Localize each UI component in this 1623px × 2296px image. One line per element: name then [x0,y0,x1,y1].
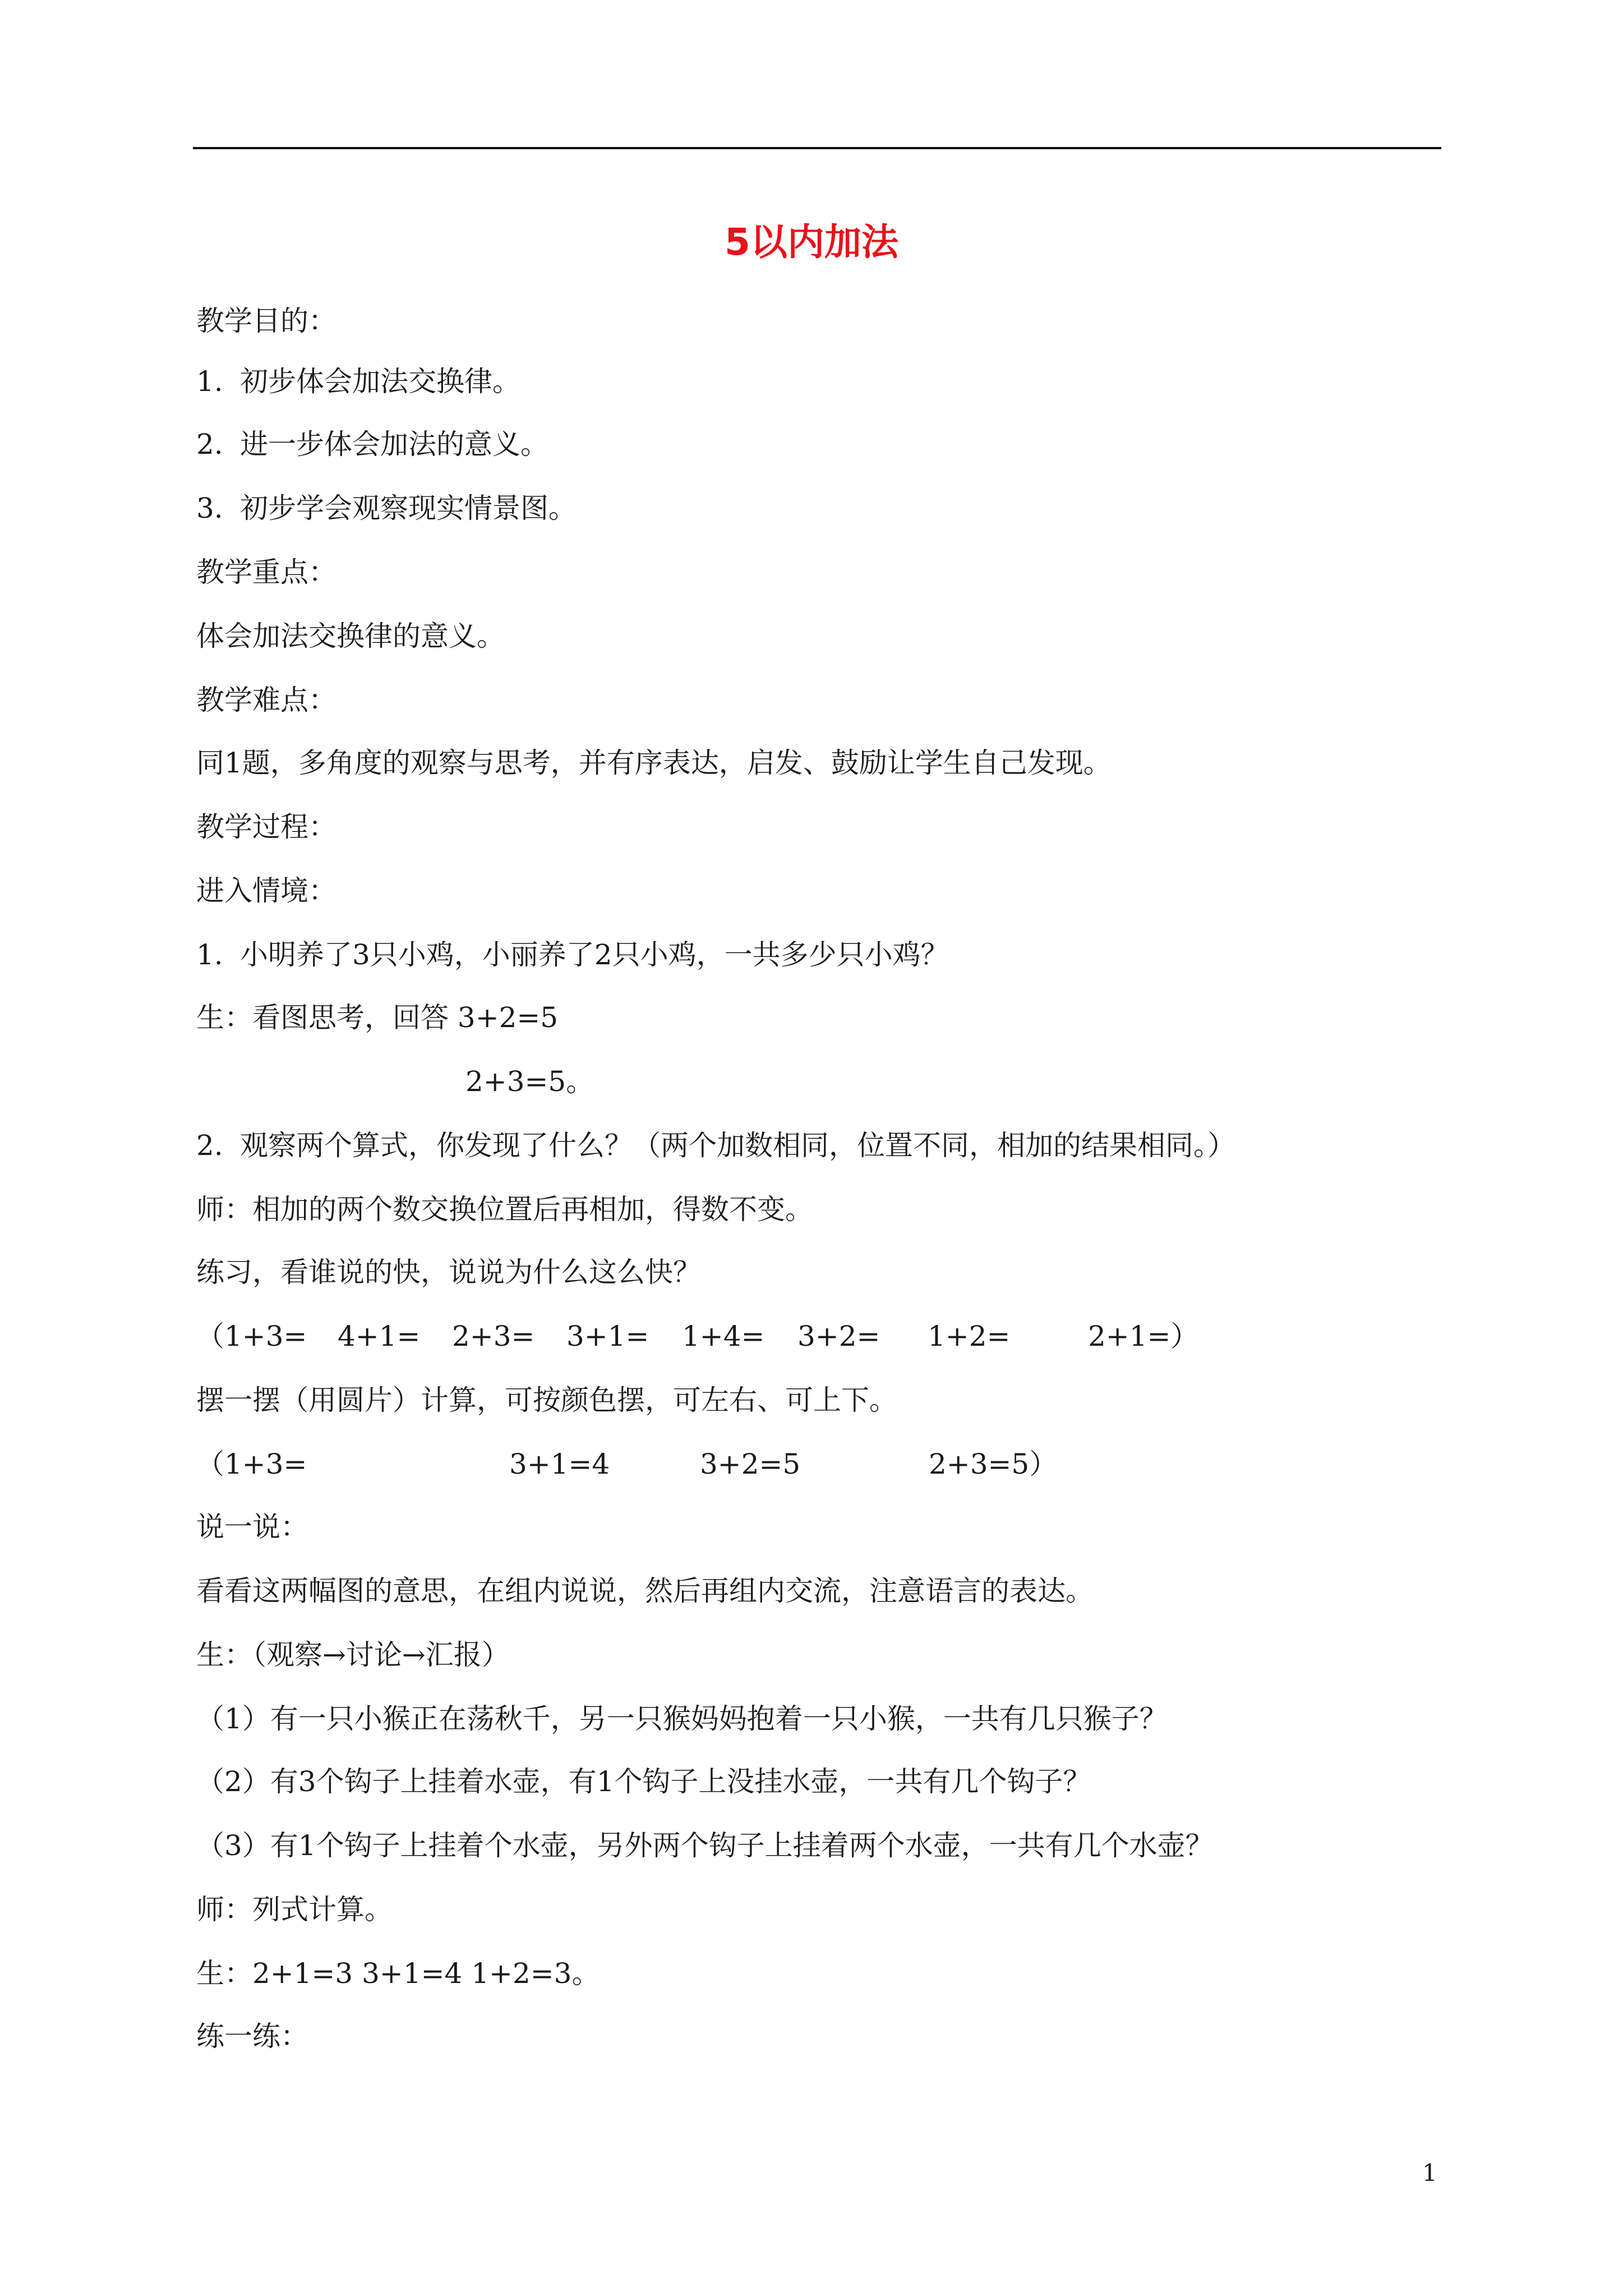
scene-2: （2）有3个钩子上挂着水壶，有1个钩子上没挂水壶，一共有几个钩子？ [196,1765,1091,1798]
objective-3 [196,487,577,530]
objective-1-text: 初步体会加法交换律。 [240,365,520,398]
practice-expression: （1+3= [196,1320,307,1352]
difficulty: 同1题，多角度的观察与思考，并有序表达，启发、鼓励让学生自己发现。 [196,747,1112,779]
objective-2-number: 2. [196,428,223,461]
objective-1 [196,360,520,403]
practice-row [196,1315,1206,1358]
objectives-heading: 教学目的： [196,305,336,337]
question-1-number: 1. [196,938,223,971]
scene-1: （1）有一只小猴正在荡秋千，另一只猴妈妈抱着一只小猴，一共有几只猴子？ [196,1703,1168,1735]
key-point: 体会加法交换律的意义。 [196,620,505,652]
arrange-expression: 2+3=5） [929,1448,1058,1480]
say-instruction: 看看这两幅图的意思，在组内说说，然后再组内交流，注意语言的表达。 [196,1575,1094,1607]
process-heading: 教学过程： [196,811,336,843]
practice-expression: 2+3= [452,1320,535,1352]
exercise-heading: 练一练： [196,2020,308,2053]
page-number: 1 [1422,2159,1437,2187]
say-heading: 说一说： [196,1511,308,1543]
practice-expression: 3+2= [797,1320,880,1352]
practice-expression: 1+2= [928,1320,1011,1352]
objective-3-number: 3. [196,492,223,524]
student-answer: 生：看图思考，回答 3+2=5 [196,1001,559,1034]
practice-expression: 4+1= [338,1320,421,1352]
arrange-expression: 3+1=4 [509,1448,610,1480]
objective-2-text: 进一步体会加法的意义。 [240,428,548,461]
difficulty-heading: 教学难点： [196,684,336,716]
student-answer-continued: 2+3=5。 [465,1065,594,1098]
key-point-heading: 教学重点： [196,556,336,588]
objective-2 [196,423,548,466]
document-title: 5以内加法 [725,220,898,264]
student-calc: 生：2+1=3 3+1=4 1+2=3。 [196,1957,600,1990]
header-rule [193,147,1441,149]
teacher-calc: 师：列式计算。 [196,1893,393,1926]
practice-expression: 1+4= [682,1320,765,1352]
objective-3-text: 初步学会观察现实情景图。 [240,492,577,524]
practice-intro: 练习，看谁说的快，说说为什么这么快？ [196,1256,701,1289]
student-steps: 生：（观察→讨论→汇报） [196,1639,510,1671]
practice-expression: 2+1=） [1088,1320,1199,1352]
question-2 [196,1124,1235,1167]
question-1-text: 小明养了3只小鸡，小丽养了2只小鸡，一共多少只小鸡？ [240,938,949,971]
practice-expression: 3+1= [566,1320,649,1352]
objective-1-number: 1. [196,365,223,398]
question-2-number: 2. [196,1129,223,1162]
enter-scene: 进入情境： [196,875,336,907]
arrange-expression: （1+3= [196,1448,307,1480]
question-2-text: 观察两个算式，你发现了什么？（两个加数相同，位置不同，相加的结果相同。） [240,1129,1235,1162]
question-1 [196,933,949,976]
arrange-instruction: 摆一摆（用圆片）计算，可按颜色摆，可左右、可上下。 [196,1384,897,1416]
teacher-rule: 师：相加的两个数交换位置后再相加，得数不变。 [196,1193,813,1226]
scene-3: （3）有1个钩子上挂着个水壶，另外两个钩子上挂着两个水壶，一共有几个水壶？ [196,1829,1214,1862]
arrange-row [196,1443,1206,1485]
arrange-expression: 3+2=5 [700,1448,801,1480]
